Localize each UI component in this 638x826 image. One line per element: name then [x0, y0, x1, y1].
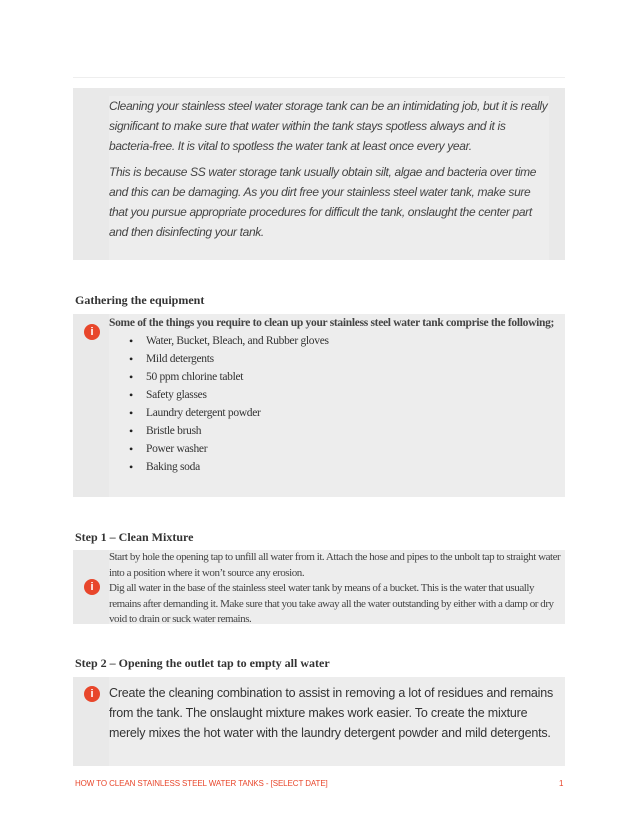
equipment-list — [109, 332, 565, 476]
list-item: • Mild detergents — [109, 350, 565, 368]
intro-callout — [73, 88, 565, 260]
step1-paragraph-2: Dig all water in the base of the stainless steel water tank by means of a bucket. This is the water that usually remains after demanding it. Make sure that you take away all the water outstanding by either with a damp or dry void to drain or suck water remains. — [109, 582, 554, 625]
step2-text: Create the cleaning combination to assist in removing a lot of residues and remains from the tank. The onslaught mixture makes work easier. To create the mixture merely mixes the hot water with the laundry detergent powder and mild detergents. — [109, 686, 554, 740]
step1-paragraph-1: Start by hole the opening tap to unfill all water from it. Attach the hose and pipes to the unbolt tap to straight water into a position where it won’t source any erosion. — [109, 551, 561, 579]
intro-paragraph-1: Cleaning your stainless steel water storage tank can be an intimidating job, but it is really significant to make sure that water within the tank stays spotless always and it is bacteria-free. It is vital to spotless the water tank at least once every year. — [109, 99, 548, 153]
info-icon: i — [84, 579, 100, 595]
page-number: 1 — [559, 779, 564, 788]
equipment-intro: Some of the things you require to clean up your stainless steel water tank comprise the following; — [109, 317, 555, 329]
list-item: • Baking soda — [109, 458, 565, 476]
step1-content — [109, 550, 565, 624]
intro-paragraph-2: This is because SS water storage tank usually obtain silt, algae and bacteria over time and this can be damaging. As you dirt free your stainless steel water tank, make sure that you pursue appropriate procedures for difficult the tank, onslaught the center part and then disinfecting your tank. — [109, 165, 537, 239]
list-item: • Bristle brush — [109, 422, 565, 440]
info-icon: i — [84, 324, 100, 340]
equipment-callout — [73, 314, 565, 497]
step1-callout — [73, 550, 565, 624]
step2-content — [109, 677, 565, 766]
list-item: • Water, Bucket, Bleach, and Rubber gloves — [109, 332, 565, 350]
top-divider — [73, 77, 565, 78]
equipment-heading: Gathering the equipment — [75, 293, 205, 307]
list-item: • Safety glasses — [109, 386, 565, 404]
list-item: • 50 ppm chlorine tablet — [109, 368, 565, 386]
info-icon: i — [84, 686, 100, 702]
step2-heading: Step 2 – Opening the outlet tap to empty all water — [75, 656, 330, 670]
footer-title: HOW TO CLEAN STAINLESS STEEL WATER TANKS - [SELECT DATE] — [75, 779, 328, 788]
list-item: • Power washer — [109, 440, 565, 458]
step1-heading: Step 1 – Clean Mixture — [75, 530, 194, 544]
step2-callout — [73, 677, 565, 766]
list-item: • Laundry detergent powder — [109, 404, 565, 422]
intro-content — [109, 96, 549, 260]
equipment-content — [109, 314, 565, 497]
